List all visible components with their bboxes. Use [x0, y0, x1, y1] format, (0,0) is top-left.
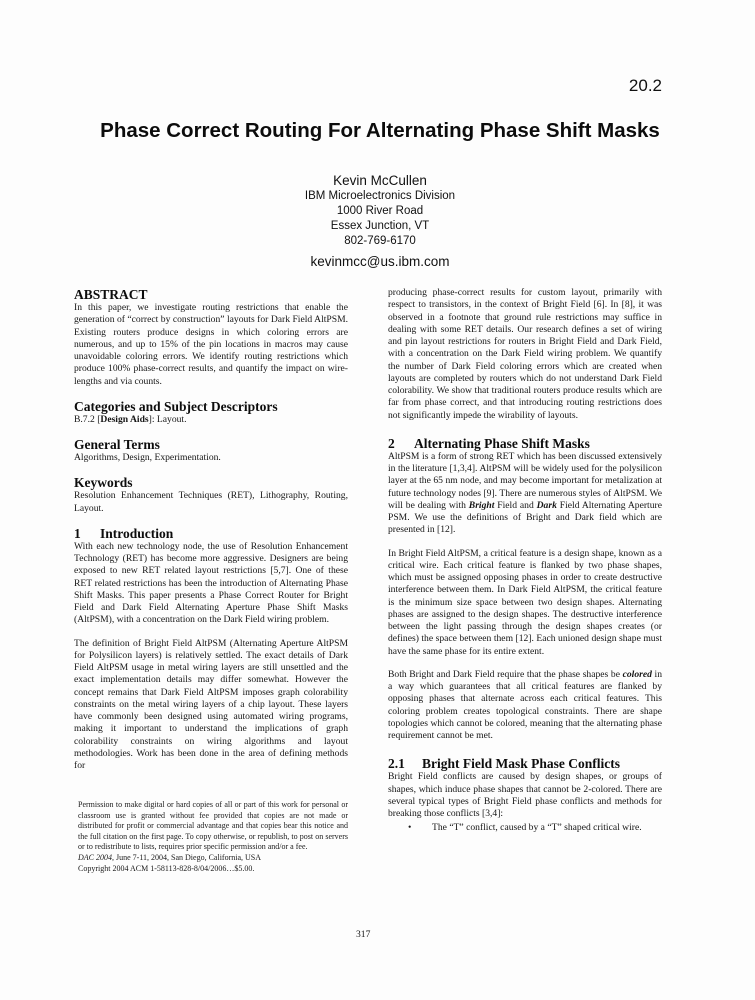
- session-number: 20.2: [628, 76, 662, 95]
- section-2-1-heading: [388, 756, 662, 771]
- emphasis-colored: colored: [622, 668, 652, 680]
- abstract-heading: ABSTRACT: [74, 287, 148, 302]
- categories-heading: Categories and Subject Descriptors: [74, 398, 278, 414]
- permission-notice: Permission to make digital or hard copies of all or part of this work for personal or classroom use is granted without fee provided that copies are not made or distributed for profit or commercial advantage and that copies bear this notice and the full citation on the first page. To copy otherwise, or republish, to post on servers or to redistribute to lists, requires prior specific permission and/or a fee.: [78, 800, 348, 852]
- general-terms-heading: General Terms: [74, 437, 160, 452]
- section-1-heading: [74, 526, 348, 541]
- text-run: Field Alternating Aperture PSM. We use the definitions of Bright and Dark field which are presented in [12].: [388, 499, 662, 536]
- right-column: [388, 287, 662, 835]
- author-phone: 802-769-6170: [344, 235, 416, 247]
- conference-name: DAC 2004: [78, 852, 112, 862]
- general-terms-text: Algorithms, Design, Experimentation.: [74, 452, 221, 463]
- author-block: [230, 172, 530, 270]
- keywords-text: Resolution Enhancement Techniques (RET), Lithography, Routing, Layout.: [74, 490, 348, 514]
- conference-line: [78, 853, 348, 864]
- copyright-line: Copyright 2004 ACM 1-58113-828-8/04/2006…$5.00.: [78, 863, 255, 873]
- text-run: Field and: [494, 499, 537, 511]
- category-rest: ]: Layout.: [148, 413, 187, 425]
- categories-text: [74, 414, 348, 426]
- text-run: in a way which guarantees that all critical features are flanked by opposing phases that alternate across each critical features. This coloring problem creates topological constraints. There are shape topologies which cannot be colored, meaning that the alternating phase requirement cannot be met.: [388, 668, 662, 741]
- bullet-text: The “T” conflict, caused by a “T” shaped critical wire.: [432, 822, 642, 834]
- section-2-para-2: In Bright Field AltPSM, a critical feature is a design shape, known as a critical wire. Each critical feature is flanked by two phase shapes, which must be assigned opposing phases in order to create destructive interference between them. In Dark Field AltPSM, the critical feature is the minimum size space between two design shapes. Alternating phases are assigned to the design shapes. The destructive interference between the light passing through the design shapes creates (or defines) the space between them [12]. Each unioned design shape must have the same phase for its entire extent.: [388, 547, 662, 657]
- section-2-number: 2: [388, 435, 395, 451]
- emphasis-bright: Bright: [468, 499, 495, 511]
- page-number: 317: [356, 929, 371, 940]
- bullet-item: [388, 822, 662, 834]
- text-run: AltPSM is a form of strong RET which has been discussed extensively in the literature [1,3,4]. AltPSM will be widely used for the polysilicon layer at the 65 nm node, and may become important for metalization at future technology nodes [9]. There are numerous styles of AltPSM. We will be dealing with: [388, 450, 662, 511]
- left-column: [74, 287, 348, 772]
- bullet-icon: •: [408, 822, 412, 834]
- section-2-title: Alternating Phase Shift Masks: [414, 435, 590, 451]
- conference-details: , June 7-11, 2004, San Diego, California, USA: [112, 852, 262, 862]
- keywords-heading: Keywords: [74, 475, 133, 491]
- section-2-1-title: Bright Field Mask Phase Conflicts: [422, 756, 620, 772]
- author-city: Essex Junction, VT: [330, 220, 430, 232]
- section-2-heading: [388, 436, 662, 451]
- author-affiliation: IBM Microelectronics Division: [304, 190, 456, 202]
- section-2-para-1: [388, 451, 662, 537]
- section-1-para-2: The definition of Bright Field AltPSM (Alternating Aperture AltPSM for Polysilicon layers) is relatively settled. The exact details of Dark Field AltPSM usage in metal wiring layers are still unsettled and the exact implementation details may differ somewhat. However the concept remains that Dark Field AltPSM imposes graph colorability constraints on the metal wiring layers of a chip layout. These layers have commonly been designed using automated wiring programs, making it important to understand the implications of graph colorability constraints on wiring algorithms and layout methodologies. Work has been done in the area of defining methods for: [74, 637, 348, 771]
- section-1-para-2-continued: producing phase-correct results for custom layout, primarily with respect to transistors, in the context of Bright Field [6]. In [8], it was observed in a footnote that ground rule restrictions may suffice in dealing with some RET details. Our research defines a set of wiring and pin layout restrictions for routers in Bright Field and Dark Field, with a concentration on the Dark Field wiring problem. We quantify the number of Dark Field coloring errors which are created when layouts are completed by routers which do not understand Dark Field colorability. We show that traditional routers produce results which are far from phase correct, and that introducing routing restrictions does not significantly impede the wirability of layouts.: [388, 287, 662, 421]
- category-bold: Design Aids: [100, 413, 149, 425]
- section-2-para-3: [388, 669, 662, 743]
- emphasis-dark: Dark: [536, 499, 557, 511]
- category-code: B.7.2 [: [74, 413, 101, 425]
- paper-title: Phase Correct Routing For Alternating Phase Shift Masks: [100, 119, 660, 142]
- abstract-text: In this paper, we investigate routing restrictions that enable the generation of “correct by construction” layouts for Dark Field AltPSM. Existing routers produce designs in which coloring errors are numerous, and up to 15% of the pin locations in macros may cause unavoidable coloring errors. We identify routing restrictions which produce 100% phase-correct results, and quantify the impact on wire-lengths and via counts.: [74, 302, 348, 387]
- section-2-1-number: 2.1: [388, 756, 405, 772]
- section-2-1-para-1: Bright Field conflicts are caused by design shapes, or groups of shapes, which induce phase shapes that cannot be 2-colored. There are several typical types of Bright Field phase conflicts and methods for breaking those conflicts [3,4]:: [388, 771, 662, 819]
- section-1-number: 1: [74, 525, 81, 541]
- author-email: kevinmcc@us.ibm.com: [310, 254, 450, 269]
- section-1-para-1: With each new technology node, the use of Resolution Enhancement Technology (RET) has become more aggressive. Designers are being exposed to new RET related layout restrictions [5,7]. One of these RET related restrictions has been the introduction of Alternating Phase Shift Masks. This paper presents a Phase Correct Router for Bright Field and Dark Field Alternating Aperture Phase Shift Masks (AltPSM), with a concentration on the Dark Field wiring problem.: [74, 540, 348, 626]
- copyright-footnote: [78, 800, 348, 874]
- author-street: 1000 River Road: [336, 205, 424, 217]
- section-1-title: Introduction: [100, 525, 174, 541]
- text-run: Both Bright and Dark Field require that the phase shapes be: [388, 668, 623, 680]
- author-name: Kevin McCullen: [333, 173, 427, 188]
